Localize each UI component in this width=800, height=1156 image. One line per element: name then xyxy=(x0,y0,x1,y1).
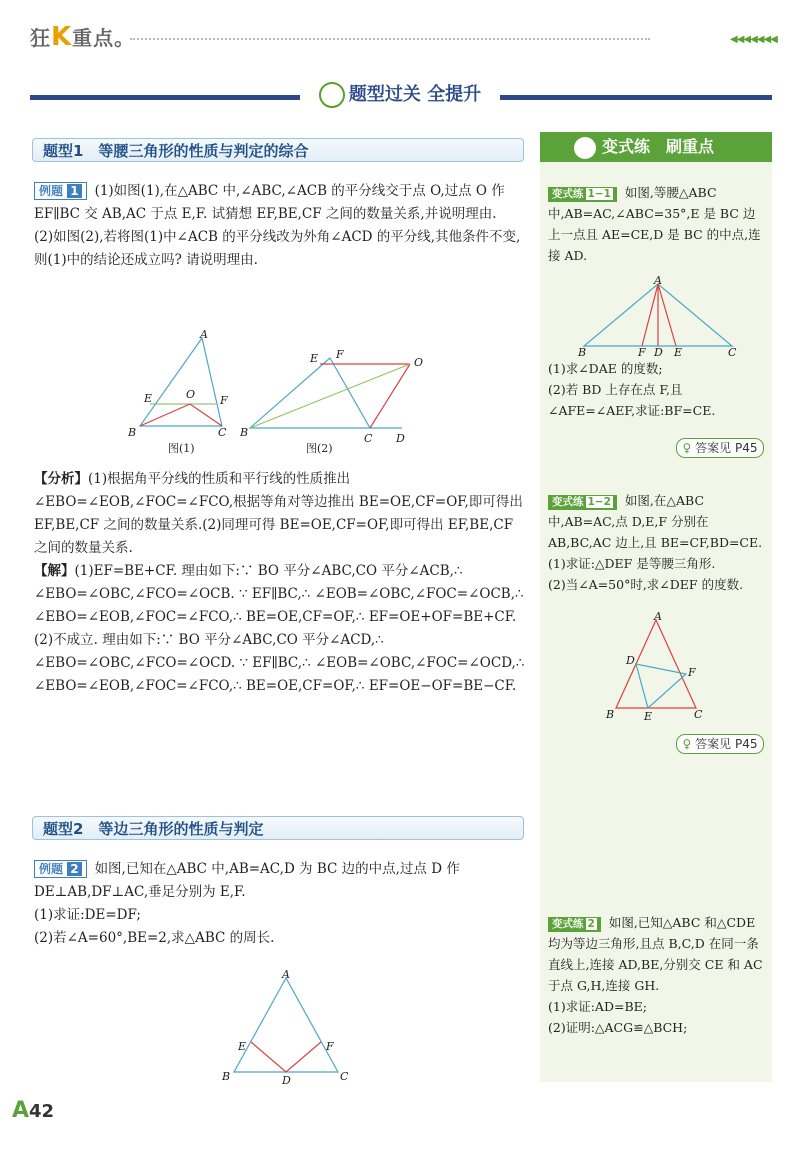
example2-question: 例题 2 如图,已知在△ABC 中,AB=AC,D 为 BC 边的中点,过点 D 作 DE⊥AB,DF⊥AC,垂足分别为 E,F. (1)求证:DE=DF; (2)若∠A=60°,BE=2,求△ABC 的周长. xyxy=(34,861,460,946)
svg-text:C: C xyxy=(364,432,373,445)
banner-title: 题型过关 全提升 xyxy=(300,80,500,108)
svg-text:C: C xyxy=(728,346,737,358)
key-icon: ♀ xyxy=(682,737,692,751)
svg-text:F: F xyxy=(336,348,344,361)
example1-analysis: 【分析】(1)根据角平分线的性质和平行线的性质推出∠EBO=∠EOB,∠FOC=∠FCO,根据等角对等边推出 BE=OE,CF=OF,即可得出 EF,BE,CF 之间的数量关系.(2)同理可得 BE=OE,CF=OF,即可得出 EF,BE,CF 之间的数量关系. 【解】(1)EF=BE+CF. 理由如下:∵ BO 平分∠ABC,CO 平分∠ACB,∴ ∠EBO=∠OBC,∠FCO=∠OCB. ∵ EF∥BC,∴ ∠EOB=∠OBC,∠FOC=∠OCB,∴ ∠EBO=∠EOB,∠FOC=∠FCO,∴ BE=OE,CF=OF,∴ EF=OE+OF=BE+CF. (2)不成立. 理由如下:∵ BO 平分∠ABC,CO 平分∠ACD,∴ ∠EBO=∠OBC,∠FCO=∠OCD. ∵ EF∥BC,∴ ∠EOB=∠OBC,∠FOC=∠OCD,∴ ∠EBO=∠EOB,∠FOC=∠FCO,∴ BE=OE,CF=OF,∴ EF=OE−OF=BE−CF. xyxy=(34,471,525,694)
svg-text:A: A xyxy=(282,968,290,981)
svg-text:D: D xyxy=(654,346,663,358)
svg-text:C: C xyxy=(340,1070,349,1083)
svg-text:E: E xyxy=(238,1040,247,1053)
fig2-caption: 图(2) xyxy=(306,442,333,455)
svg-text:F: F xyxy=(638,346,646,358)
figure-1 xyxy=(127,328,228,455)
page-number: A42 xyxy=(12,1098,55,1123)
svg-text:B: B xyxy=(128,426,137,439)
svg-text:D: D xyxy=(396,432,405,445)
svg-text:B: B xyxy=(222,1070,231,1083)
svg-text:O: O xyxy=(186,388,196,401)
key-icon: ♀ xyxy=(682,441,692,455)
student-icon xyxy=(574,137,596,159)
example1-badge: 例题 1 xyxy=(34,182,87,200)
practice-2-badge: 变式练 2 xyxy=(548,917,601,932)
practice-1-2-figure xyxy=(600,612,710,724)
example2-figure xyxy=(210,968,360,1088)
svg-text:F: F xyxy=(688,666,696,679)
header-arrows-icon: ◀◀◀◀◀◀◀ xyxy=(730,34,777,45)
practice-1-2-badge: 变式练 1−2 xyxy=(548,495,617,510)
svg-text:F: F xyxy=(220,394,228,407)
section2-title: 题型2 等边三角形的性质与判定 xyxy=(32,816,524,840)
svg-text:B: B xyxy=(606,708,615,721)
svg-text:C: C xyxy=(694,708,703,721)
svg-text:D: D xyxy=(282,1074,291,1087)
example1-figures xyxy=(120,328,440,458)
svg-text:E: E xyxy=(674,346,683,358)
svg-text:E: E xyxy=(644,710,653,723)
svg-text:A: A xyxy=(654,612,662,623)
banner-line-left xyxy=(30,95,300,100)
practice-1-1-answer-link[interactable]: ♀ 答案见 P45 xyxy=(676,438,764,458)
svg-text:D: D xyxy=(626,654,635,667)
figure-2 xyxy=(239,348,423,455)
svg-text:E: E xyxy=(144,392,153,405)
book-logo: 狂K重点。 xyxy=(30,22,136,52)
example1-question: 例题 1 (1)如图(1),在△ABC 中,∠ABC,∠ACB 的平分线交于点 O,过点 O 作 EF∥BC 交 AB,AC 于点 E,F. 试猜想 EF,BE,CF 之间的数量关系,并说明理由. (2)如图(2),若将图(1)中∠ACB 的平分线改为外角∠ACD 的平分线,其他条件不变,则(1)中的结论还成立吗? 请说明理由. xyxy=(34,183,521,268)
svg-text:E: E xyxy=(310,352,319,365)
practice-1-2-answer-link[interactable]: ♀ 答案见 P45 xyxy=(676,734,764,754)
section1-title: 题型1 等腰三角形的性质与判定的综合 xyxy=(32,138,524,162)
banner-line-right xyxy=(500,95,772,100)
page-logo-icon: A xyxy=(12,1098,30,1123)
banner-swirl-icon xyxy=(319,82,345,108)
header-divider xyxy=(130,38,650,40)
practice-1-2: 变式练 1−2 如图,在△ABC 中,AB=AC,点 D,E,F 分别在 AB,BC,AC 边上,且 BE=CF,BD=CE. (1)求证:△DEF 是等腰三角形. (2)当∠A=50°时,求∠DEF 的度数. xyxy=(548,493,763,592)
svg-text:B: B xyxy=(578,346,587,358)
practice-header: 变式练 刷重点 xyxy=(540,132,772,162)
svg-text:O: O xyxy=(414,356,424,369)
svg-text:B: B xyxy=(240,426,249,439)
practice-1-1: 变式练 1−1 如图,等腰△ABC 中,AB=AC,∠ABC=35°,E 是 BC 边上一点且 AE=CE,D 是 BC 的中点,连接 AD. xyxy=(548,185,761,263)
practice-2: 变式练 2 如图,已知△ABC 和△CDE 均为等边三角形,且点 B,C,D 在同一条直线上,连接 AD,BE,分别交 CE 和 AC 于点 G,H,连接 GH. (1)求证:AD=BE; (2)证明:△ACG≌△BCH; xyxy=(548,915,763,1035)
svg-text:A: A xyxy=(654,276,662,287)
practice-1-1-questions: (1)求∠DAE 的度数; (2)若 BD 上存在点 F,且∠AFE=∠AEF,求证:BF=CE. xyxy=(548,361,716,418)
svg-text:F: F xyxy=(326,1040,334,1053)
practice-1-1-badge: 变式练 1−1 xyxy=(548,187,617,202)
svg-text:C: C xyxy=(218,426,227,439)
fig1-caption: 图(1) xyxy=(168,442,195,455)
example2-badge: 例题 2 xyxy=(34,860,87,878)
practice-1-1-figure xyxy=(576,276,756,358)
svg-text:A: A xyxy=(200,328,208,341)
